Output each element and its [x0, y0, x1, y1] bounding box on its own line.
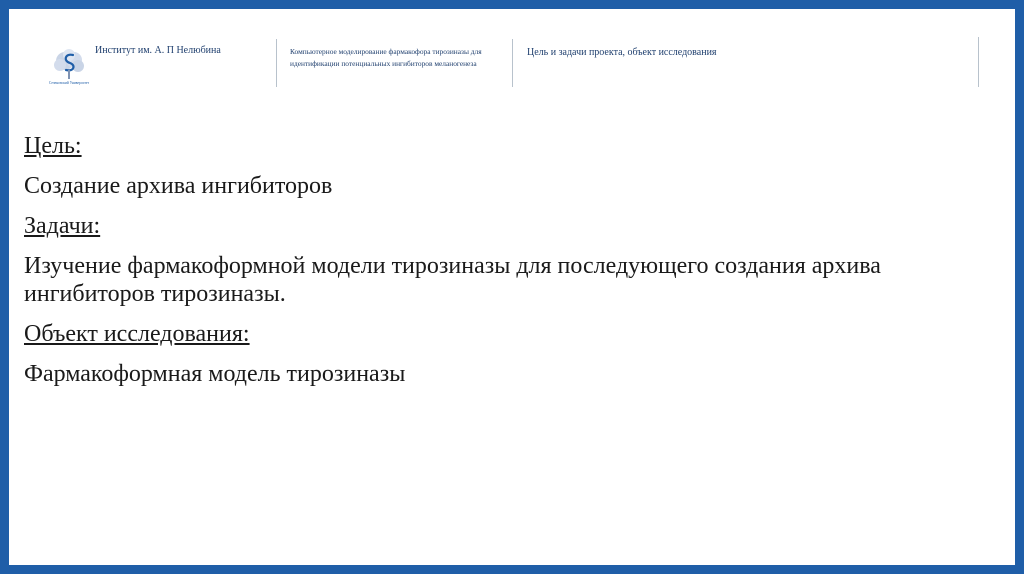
- header-divider: [978, 37, 979, 87]
- institute-name: Институт им. А. П Нелюбина: [95, 45, 221, 56]
- tasks-text: Изучение фармакоформной модели тирозиназы для последующего создания архива ингибиторов тирозиназы.: [24, 253, 881, 307]
- logo-caption: Сеченовский Университет: [48, 81, 90, 85]
- object-text: Фармакоформная модель тирозиназы: [24, 361, 406, 387]
- project-title: Компьютерное моделирование фармакофора тирозиназы для идентификации потенциальных ингибиторов меланогенеза: [290, 47, 482, 68]
- university-logo: [43, 49, 95, 95]
- goal-heading: Цель:: [24, 133, 82, 159]
- tasks-heading: Задачи:: [24, 213, 101, 239]
- goal-text: Создание архива ингибиторов: [24, 173, 333, 199]
- header-divider: [276, 39, 277, 87]
- object-heading: Объект исследования:: [24, 321, 250, 347]
- slide-header: [9, 9, 1015, 109]
- tree-logo-icon: [43, 49, 95, 81]
- section-title: Цель и задачи проекта, объект исследования: [527, 47, 717, 58]
- header-divider: [512, 39, 513, 87]
- slide-body: [24, 132, 984, 388]
